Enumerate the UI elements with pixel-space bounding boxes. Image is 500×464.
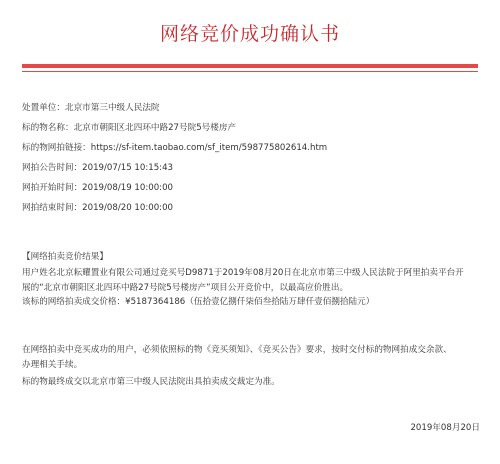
notice-line-1: 在网络拍卖中竞买成功的用户，必须依照标的物《竞买须知》、《竞买公告》要求，按时交付标的物网拍成交余款、 [22, 345, 452, 355]
deal-price: 该标的网络拍卖成交价格：¥5187364186（伍拾壹亿捌仟柒佰叁拾陆万肆仟壹佰捌拾陆元） [22, 297, 375, 307]
notice-line-2: 办理相关手续。 [22, 360, 83, 370]
disposal-unit: 处置单位：北京市第三中级人民法院 [22, 103, 160, 113]
result-line-2: 展的“北京市朝阳区北四环中路27号院5号楼房产”项目公开竞价中，以最高应价胜出。 [22, 283, 349, 293]
item-link: 标的物网拍链接：https://sf-item.taobao.com/sf_item/598775802614.htm [22, 143, 328, 153]
item-name: 标的物名称：北京市朝阳区北四环中路27号院5号楼房产 [22, 123, 237, 133]
notice-text [22, 343, 484, 373]
title-divider [22, 64, 478, 72]
auction-info [22, 98, 327, 218]
announce-time: 网拍公告时间：2019/07/15 10:15:43 [22, 163, 174, 173]
result-heading: 【网络拍卖竞价结果】 [22, 252, 108, 262]
end-time: 网拍结束时间：2019/08/20 10:00:00 [22, 203, 174, 213]
document-date: 2019年08月20日 [410, 423, 480, 433]
result-line-1: 用户姓名北京耘耀置业有限公司通过竞买号D9871于2019年08月20日在北京市第三中级人民法院于阿里拍卖平台开 [22, 268, 464, 278]
start-time: 网拍开始时间：2019/08/19 10:00:00 [22, 183, 174, 193]
page-title: 网络竞价成功确认书 [159, 23, 340, 45]
final-notice: 标的物最终成交以北京市第三中级人民法院出具拍卖成交裁定为准。 [22, 377, 280, 387]
result-text [22, 266, 484, 296]
